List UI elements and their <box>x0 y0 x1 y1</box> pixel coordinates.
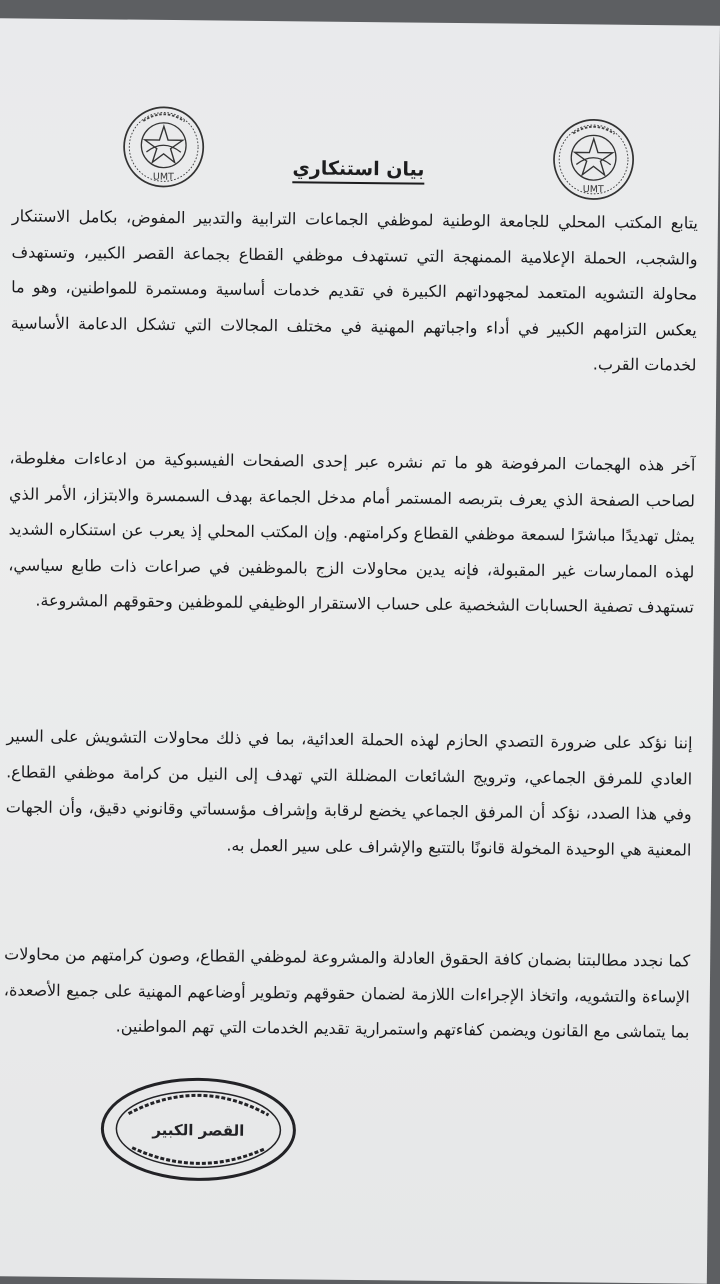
document-page <box>0 18 720 1283</box>
paragraph-2: آخر هذه الهجمات المرفوضة هو ما تم نشره عبر إحدى الصفحات الفيسبوكية من ادعاءات مغلوطة، لصاحب الصفحة الذي يعرف بتربصه المستمر أمام مدخل الجماعة بهدف السمسرة والابتزاز، الأمر الذي يمثل تهديدًا مباشرًا لسمعة موظفي القطاع وكرامتهم. وإن المكتب المحلي إذ يعرب عن استنكاره الشديد لهذه الممارسات غير المقبولة، فإنه يدين محاولات الزج بالموظفين في صراعات ذات طابع سياسي، تستهدف تصفية الحسابات الشخصية على حساب الاستقرار الوظيفي للموظفين وحقوقهم المشروعة. <box>8 448 696 617</box>
umt-label-left: UMT <box>152 171 174 183</box>
paragraph-3: إننا نؤكد على ضرورة التصدي الحازم لهذه الحملة العدائية، بما في ذلك محاولات التشويش على السير العادي للمرفق الجماعي، وترويج الشائعات المضللة التي تهدف إلى النيل من كرامة موظفي القطاع. وفي هذا الصدد، نؤكد أن المرفق الجماعي يخضع لرقابة وإشراف مؤسساتي وقانوني دقيق، وأن الجهات المعنية هي الوحيدة المخولة قانونًا بالتتبع والإشراف على سير العمل به. <box>5 726 693 860</box>
umt-label-right: UMT <box>582 184 604 196</box>
document-title-text: بيان استنكاري <box>292 157 424 184</box>
paragraph-4: كما نجدد مطالبتنا بضمان كافة الحقوق العادلة والمشروعة لموظفي القطاع، وصون كرامتهم من محاولات الإساءة والتشويه، واتخاذ الإجراءات اللازمة لضمان حقوقهم وتطوير أوضاعهم المهنية على جميع الأصعدة، بما يتماشى مع القانون ويضمن كفاءتهم واستمرارية تقديم الخدمات التي تهم المواطنين. <box>3 944 691 1042</box>
official-stamp <box>98 1073 299 1185</box>
paragraph-1: يتابع المكتب المحلي للجامعة الوطنية لموظفي الجماعات الترابية والتدبير المفوض، بكامل الاستنكار والشجب، الحملة الإعلامية الممنهجة التي تستهدف موظفي القطاع بجماعة القصر الكبير، وتستهدف محاولة التشويه المتعمد لمجهوداتهم الكبيرة في تقديم خدمات أساسية ومستمرة للمواطنين، وهو ما يعكس التزامهم الكبير في أداء واجباتهم المهنية في مختلف المجالات التي تشكل الدعامة الأساسية لخدمات القرب. <box>10 206 699 375</box>
stamp-text: القصر الكبير <box>152 1120 245 1140</box>
